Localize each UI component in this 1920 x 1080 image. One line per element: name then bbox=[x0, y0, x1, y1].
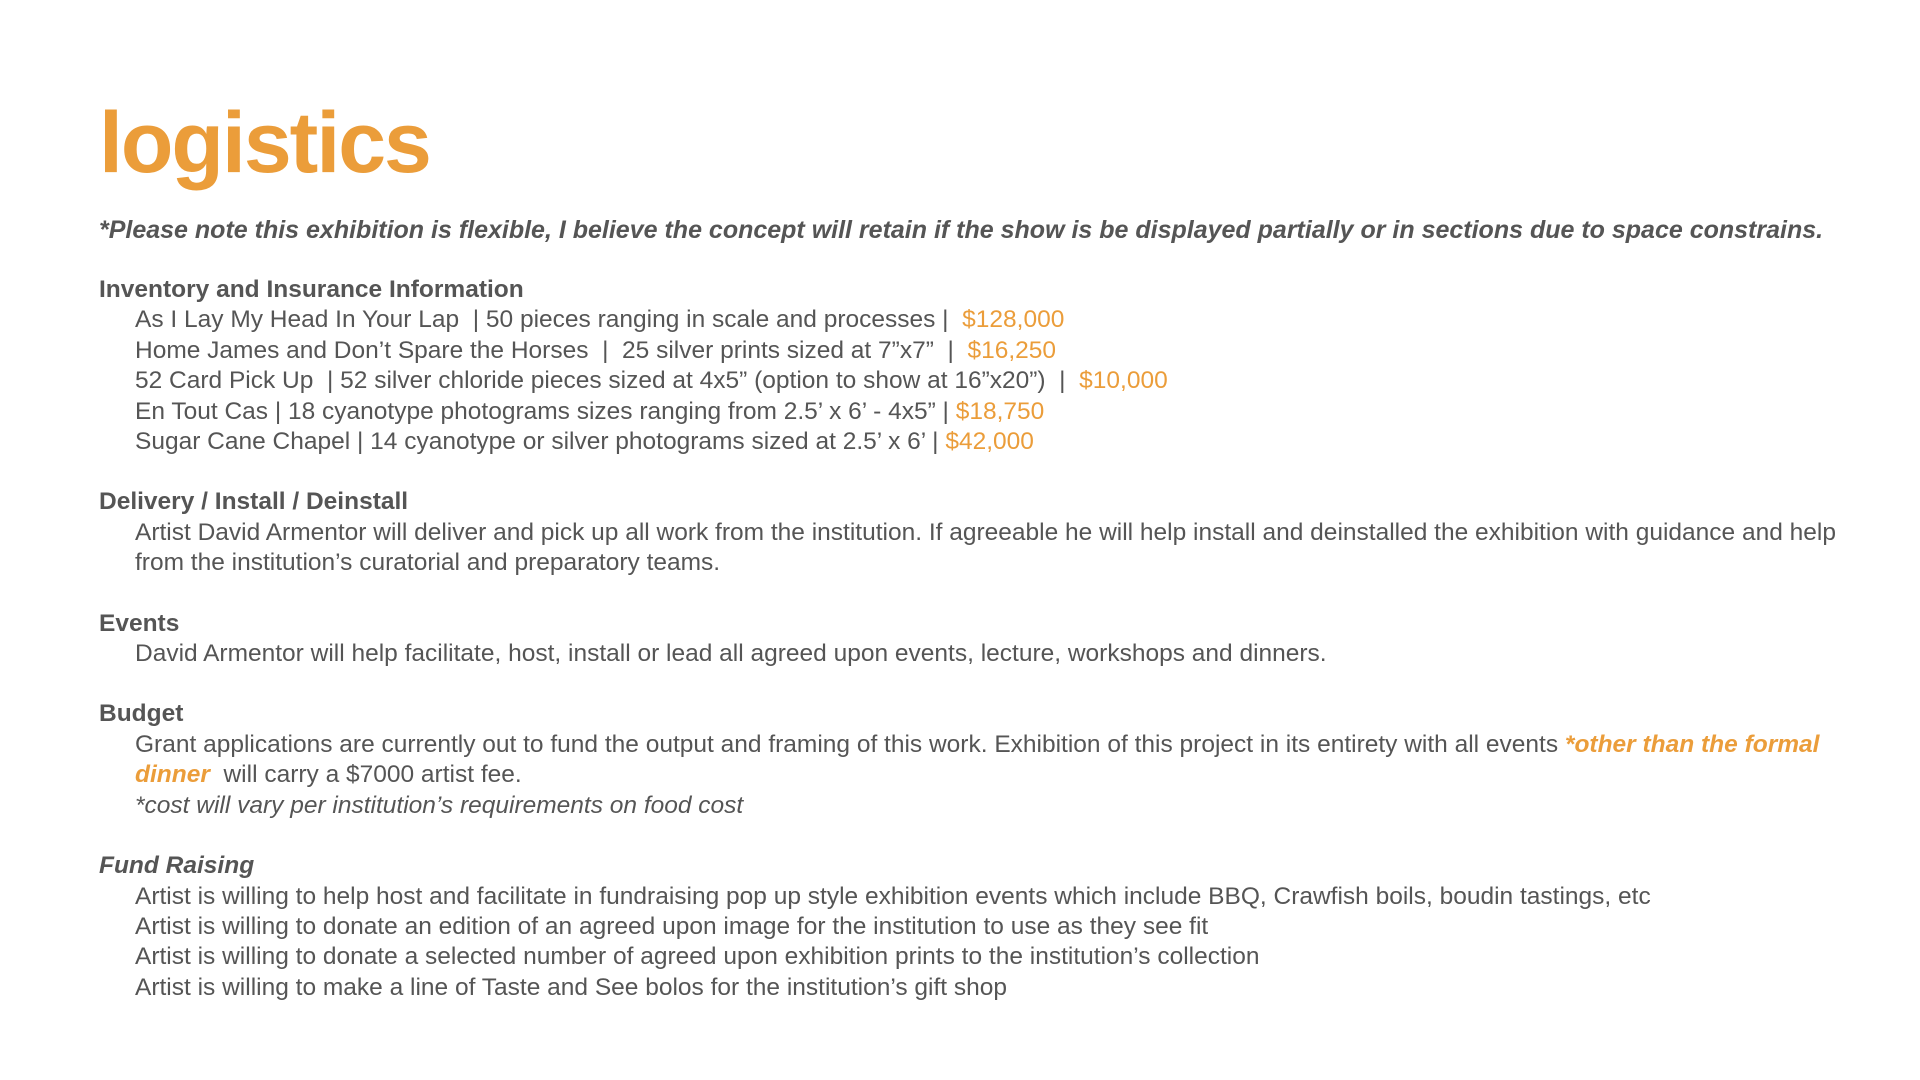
fundraising-section bbox=[99, 851, 1859, 1003]
fundraising-heading: Fund Raising bbox=[99, 852, 255, 880]
budget-footnote: *cost will vary per institution’s requirements on food cost bbox=[135, 791, 744, 819]
events-text: David Armentor will help facilitate, host, install or lead all agreed upon events, lecture, workshops and dinners. bbox=[135, 640, 1327, 668]
budget-section bbox=[99, 699, 1859, 821]
inventory-section bbox=[99, 275, 1859, 457]
inventory-item bbox=[99, 305, 1859, 335]
events-section bbox=[99, 609, 1859, 670]
budget-heading: Budget bbox=[99, 700, 184, 728]
inventory-item-price: $10,000 bbox=[1079, 367, 1168, 395]
inventory-item-text: Sugar Cane Chapel | 14 cyanotype or silver photograms sized at 2.5’ x 6’ | bbox=[135, 428, 946, 456]
events-heading: Events bbox=[99, 609, 180, 637]
inventory-item-price: $42,000 bbox=[945, 428, 1034, 456]
budget-text-after: will carry a $7000 artist fee. bbox=[209, 761, 522, 789]
inventory-item-price: $18,750 bbox=[955, 397, 1045, 425]
delivery-text: Artist David Armentor will deliver and pick up all work from the institution. If agreeable he will help install and deinstalled the exhibition with guidance and help from the institution’s curatorial and preparatory teams. bbox=[135, 518, 1836, 577]
budget-highlight: *other than the formal dinner bbox=[135, 730, 1820, 789]
fundraising-item: Artist is willing to donate a selected number of agreed upon exhibition prints to the institution’s collection bbox=[135, 943, 1260, 971]
delivery-heading: Delivery / Install / Deinstall bbox=[99, 488, 409, 516]
budget-text-before: Grant applications are currently out to fund the output and framing of this work. Exhibition of this project in its entirety with all events bbox=[135, 730, 1565, 758]
flexibility-note: *Please note this exhibition is flexible, I believe the concept will retain if the show is be displayed partially or in sections due to space constrains. bbox=[99, 216, 1824, 244]
fundraising-item: Artist is willing to donate an edition of an agreed upon image for the institution to use as they see fit bbox=[135, 912, 1209, 940]
budget-text bbox=[99, 730, 1859, 791]
inventory-item-price: $16,250 bbox=[967, 336, 1057, 364]
inventory-item bbox=[99, 427, 1859, 457]
inventory-item-text: 52 Card Pick Up | 52 silver chloride pieces sized at 4x5” (option to show at 16”x20”) | bbox=[135, 367, 1080, 395]
page-title: logistics bbox=[99, 95, 430, 191]
inventory-item-text: En Tout Cas | 18 cyanotype photograms sizes ranging from 2.5’ x 6’ - 4x5” | bbox=[135, 397, 956, 425]
fundraising-item: Artist is willing to make a line of Taste and See bolos for the institution’s gift shop bbox=[135, 973, 1008, 1001]
inventory-item bbox=[99, 397, 1859, 427]
inventory-item-text: Home James and Don’t Spare the Horses | 25 silver prints sized at 7”x7” | bbox=[135, 336, 968, 364]
inventory-item-price: $128,000 bbox=[962, 306, 1065, 334]
inventory-item bbox=[99, 336, 1859, 366]
slide bbox=[99, 95, 1859, 1003]
inventory-item bbox=[99, 366, 1859, 396]
inventory-item-text: As I Lay My Head In Your Lap | 50 pieces ranging in scale and processes | bbox=[135, 306, 963, 334]
delivery-section bbox=[99, 487, 1859, 578]
inventory-heading: Inventory and Insurance Information bbox=[99, 276, 524, 303]
fundraising-item: Artist is willing to help host and facilitate in fundraising pop up style exhibition events which include BBQ, Crawfish boils, boudin tastings, etc bbox=[135, 882, 1651, 910]
